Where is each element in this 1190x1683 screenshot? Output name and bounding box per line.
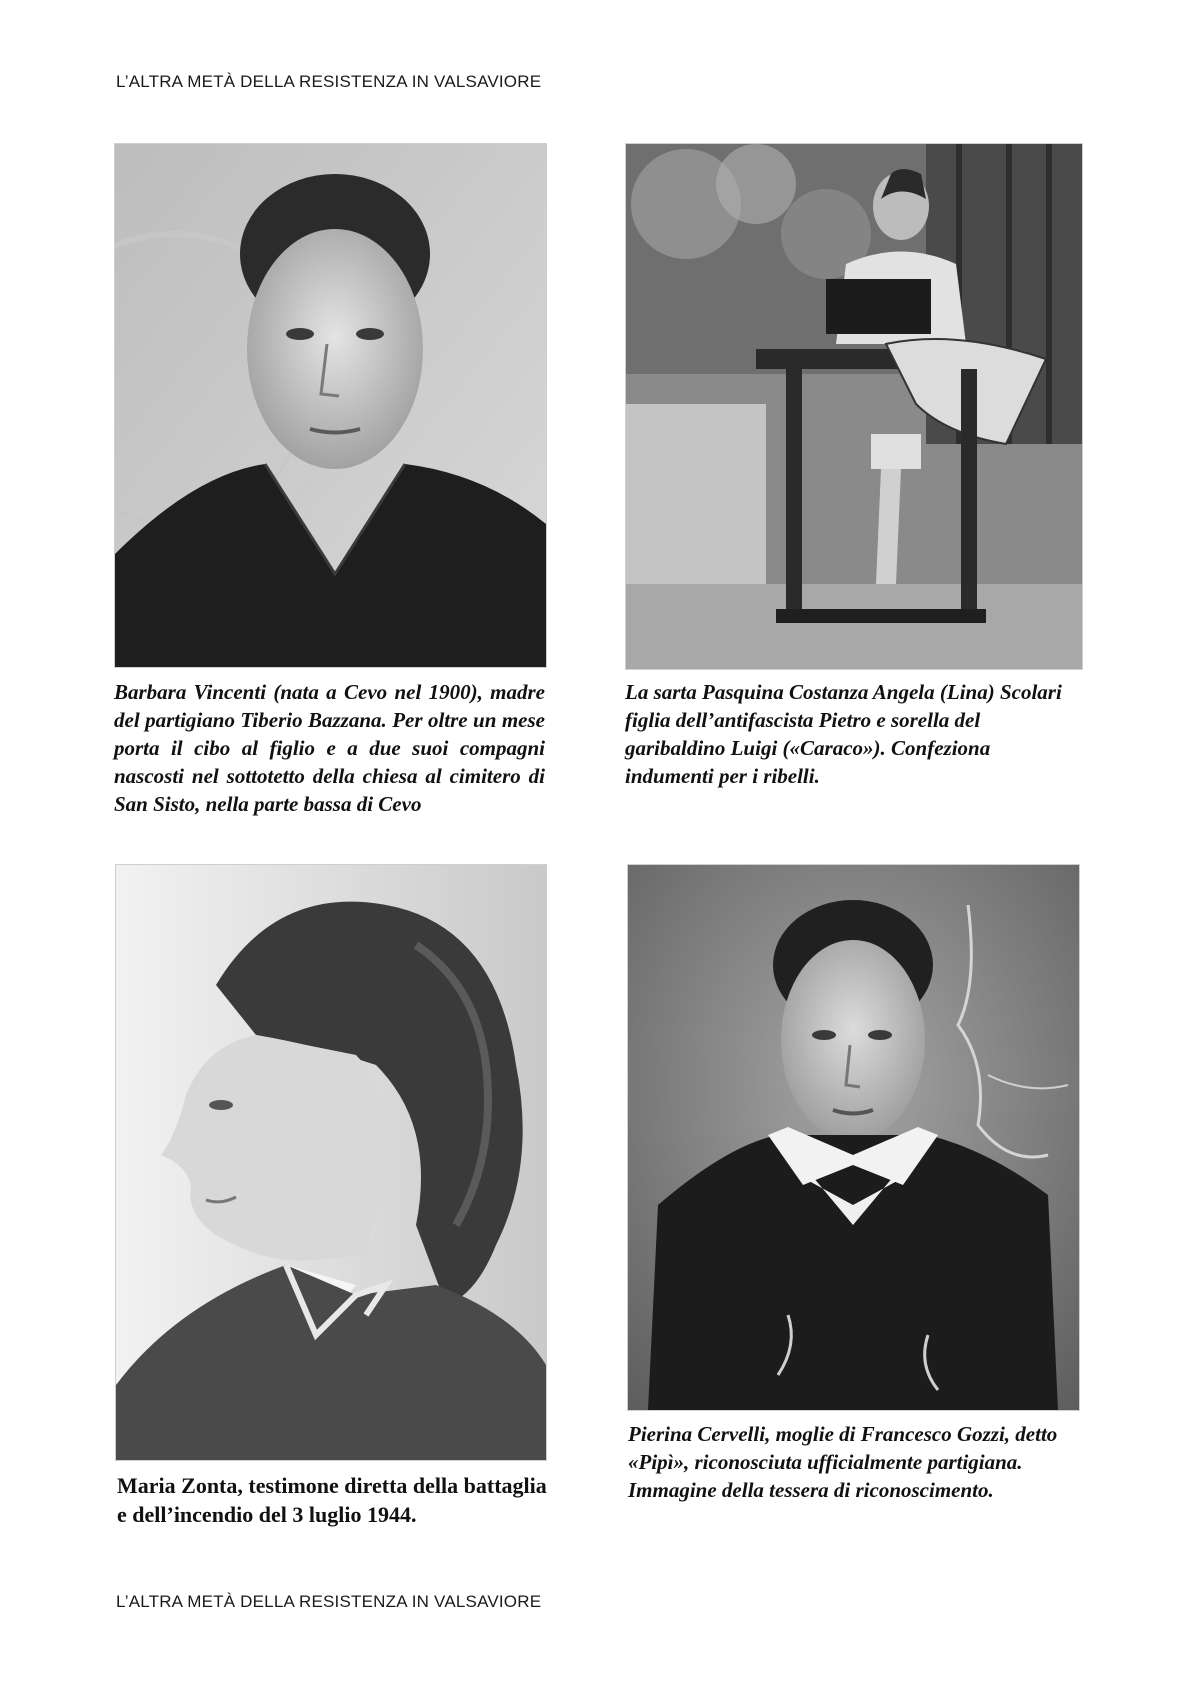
portrait-photo-maria-zonta [115, 864, 547, 1461]
caption-maria-zonta: Maria Zonta, testimone diretta della battaglia e dell’incendio del 3 luglio 1944. [117, 1473, 547, 1527]
caption-lina-scolari: La sarta Pasquina Costanza Angela (Lina) Scolari figlia dell’antifascista Pietro e sorella del garibaldino Luigi («Caraco»). Confeziona indumenti per i ribelli. [625, 680, 1062, 788]
portrait-photo-pierina-cervelli [627, 864, 1080, 1411]
caption-barbara-vincenti: Barbara Vincenti (nata a Cevo nel 1900), madre del partigiano Tiberio Bazzana. Per oltre un mese porta il cibo al figlio e a due suoi compagni nascosti nel sottotetto della chiesa al cimitero di San Sisto, nella parte bassa di Cevo [114, 680, 545, 816]
photo-lina-scolari-sewing [625, 143, 1083, 670]
running-header: L’ALTRA METÀ DELLA RESISTENZA IN VALSAVIORE [116, 72, 542, 91]
portrait-photo-barbara-vincenti [114, 143, 547, 668]
caption-pierina-cervelli: Pierina Cervelli, moglie di Francesco Gozzi, detto «Pipì», riconosciuta ufficialmente partigiana. Immagine della tessera di riconoscimento. [628, 1422, 1058, 1502]
running-footer: L’ALTRA METÀ DELLA RESISTENZA IN VALSAVIORE [116, 1592, 542, 1611]
